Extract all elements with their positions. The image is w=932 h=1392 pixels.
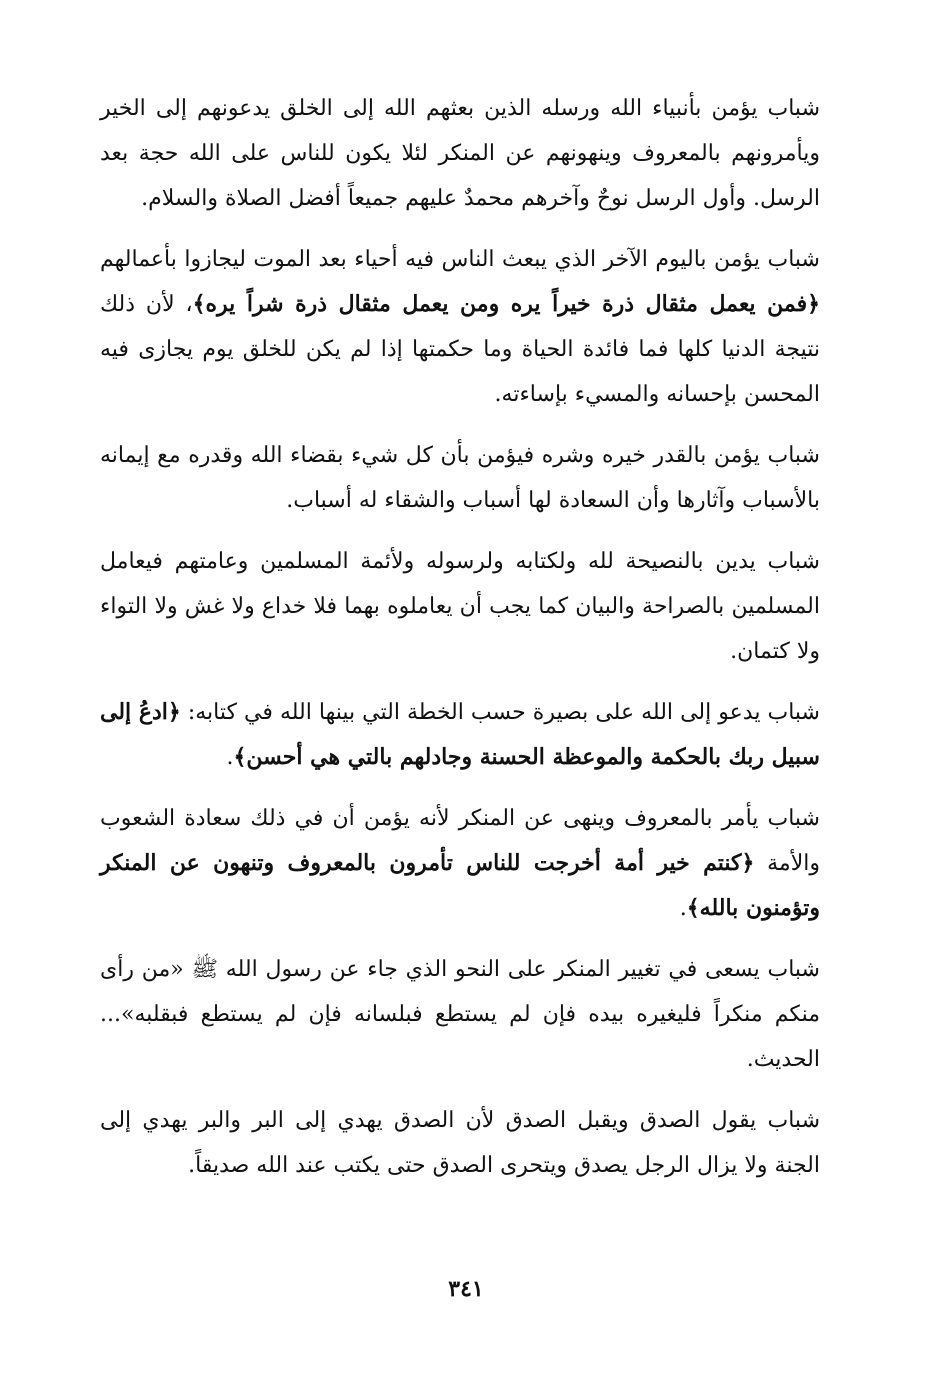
- paragraph-text: شباب يسعى في تغيير المنكر على النحو الذي جاء عن رسول الله ﷺ «من رأى منكم منكراً فليغيره بيده فإن لم يستطع فبلسانه فإن لم يستطع فبقلبه»... الحديث.: [100, 957, 820, 1072]
- paragraph-text: شباب يدعو إلى الله على بصيرة حسب الخطة التي بينها الله في كتابه:: [180, 700, 820, 725]
- paragraph-advice: [100, 539, 820, 674]
- paragraph-text: شباب يأمر بالمعروف وينهى عن المنكر لأنه يؤمن أن في ذلك سعادة الشعوب والأمة: [100, 806, 820, 876]
- paragraph-destiny: [100, 433, 820, 523]
- page-body: [100, 86, 820, 1204]
- paragraph-text: شباب يدين بالنصيحة لله ولكتابه ولرسوله ولأئمة المسلمين وعامتهم فيعامل المسلمين بالصراحة والبيان كما يجب أن يعاملوه بهما فلا خداع ولا غش ولا التواء ولا كتمان.: [100, 549, 820, 664]
- paragraph-change-evil: [100, 947, 820, 1082]
- paragraph-text: شباب يؤمن باليوم الآخر الذي يبعث الناس فيه أحياء بعد الموت ليجازوا بأعمالهم: [100, 247, 820, 272]
- quran-quote: ﴿ادعُ إلى سبيل ربك بالحكمة والموعظة الحسنة وجادلهم بالتي هي أحسن﴾: [100, 699, 820, 770]
- paragraph-prophets: [100, 86, 820, 221]
- paragraph-text: شباب يؤمن بالقدر خيره وشره فيؤمن بأن كل شيء بقضاء الله وقدره مع إيمانه بالأسباب وآثارها وأن السعادة لها أسباب والشقاء له أسباب.: [100, 443, 820, 513]
- paragraph-text: شباب يؤمن بأنبياء الله ورسله الذين بعثهم الله إلى الخلق يدعونهم إلى الخير ويأمرونهم بالمعروف وينهونهم عن المنكر لئلا يكون للناس على الله حجة بعد الرسل. وأول الرسل نوحٌ وآخرهم محمدٌ عليهم جميعاً أفضل الصلاة والسلام.: [100, 96, 820, 211]
- paragraph-text: ، لأن ذلك نتيجة الدنيا كلها فما فائدة الحياة وما حكمتها إذا لم يكن للخلق يوم يجازى فيه المحسن بإحسانه والمسيء بإساءته.: [100, 292, 820, 407]
- quran-quote: ﴿كنتم خير أمة أخرجت للناس تأمرون بالمعروف وتنهون عن المنكر وتؤمنون بالله﴾: [100, 850, 820, 921]
- paragraph-text: شباب يقول الصدق ويقبل الصدق لأن الصدق يهدي إلى البر والبر يهدي إلى الجنة ولا يزال الرجل يصدق ويتحرى الصدق حتى يكتب عند الله صديقاً.: [100, 1108, 820, 1178]
- paragraph-last-day: [100, 237, 820, 417]
- paragraph-enjoin-good: [100, 796, 820, 931]
- paragraph-text: .: [226, 745, 234, 770]
- quran-quote: ﴿فمن يعمل مثقال ذرة خيراً يره ومن يعمل مثقال ذرة شراً يره﴾: [192, 291, 820, 317]
- paragraph-truthfulness: [100, 1098, 820, 1188]
- page-number: ٣٤١: [448, 1276, 484, 1302]
- paragraph-dawah: [100, 690, 820, 780]
- paragraph-text: .: [679, 896, 687, 921]
